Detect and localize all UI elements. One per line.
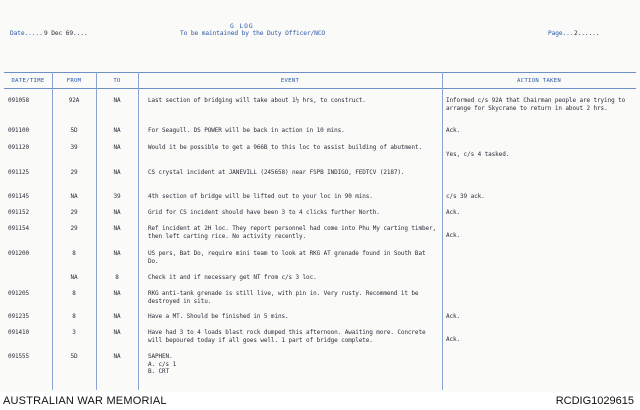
table-top-rule: [4, 72, 636, 73]
column-header-action: ACTION TAKEN: [516, 78, 561, 84]
row-dtg: 091410: [8, 329, 30, 336]
row-action: Ack.: [446, 209, 461, 216]
column-header-to: TO: [113, 78, 121, 84]
row-to: NA: [113, 329, 121, 336]
row-to: NA: [113, 250, 121, 257]
row-to: 8: [115, 274, 119, 281]
row-dtg: 091555: [8, 353, 30, 360]
row-dtg: 091058: [8, 97, 30, 104]
row-event: RKG anti-tank grenade is still live, with pin in. Very rusty. Recommend it be destroyed in situ.: [148, 290, 419, 305]
row-from: 8: [72, 313, 76, 320]
row-to: NA: [113, 353, 121, 360]
row-from: 92A: [68, 97, 80, 104]
row-dtg: 091120: [8, 144, 30, 151]
row-from: 8: [72, 290, 76, 297]
log-title: G LOG: [230, 23, 254, 30]
row-event: Last section of bridging will take about 1½ hrs, to construct.: [148, 97, 366, 104]
row-dtg: 091145: [8, 193, 30, 200]
row-event: Have a MT. Should be finished in 5 mins.: [148, 313, 289, 320]
row-dtg: 091200: [8, 250, 30, 257]
row-dtg: 091152: [8, 209, 30, 216]
row-event: SAPHEN. A. c/s 1 B. CRT: [148, 353, 177, 376]
row-dtg: 091100: [8, 127, 30, 134]
column-divider: [442, 72, 443, 390]
column-header-event: EVENT: [280, 78, 300, 84]
row-dtg: 091205: [8, 290, 30, 297]
row-to: NA: [113, 290, 121, 297]
row-action: Ack.: [446, 127, 461, 134]
date-value: 9 Dec 69....: [44, 30, 88, 37]
row-to: NA: [113, 209, 121, 216]
row-from: 5D: [70, 127, 78, 134]
row-event: US pers, Bat Do, require mini team to look at RKG AT grenade found in South Bat Do.: [148, 250, 426, 265]
row-dtg: 091235: [8, 313, 30, 320]
column-header-from: FROM: [66, 78, 82, 84]
row-to: NA: [113, 144, 121, 151]
header-bottom-rule: [4, 88, 636, 89]
row-to: NA: [113, 97, 121, 104]
row-dtg: 091125: [8, 169, 30, 176]
row-event: For Seagull. DS POWER will be back in action in 10 mins.: [148, 127, 345, 134]
log-subtitle: To be maintained by the Duty Officer/NCO: [180, 30, 326, 37]
row-from: 5D: [70, 353, 78, 360]
page-value: 2......: [574, 30, 600, 37]
row-from: NA: [70, 193, 78, 200]
row-from: 39: [70, 144, 78, 151]
row-from: 3: [72, 329, 76, 336]
row-from: 8: [72, 250, 76, 257]
row-action: Ack.: [446, 232, 461, 239]
row-event: Would it be possible to get a 966B to this loc to assist building of abutment.: [148, 144, 422, 151]
archive-footer: [0, 392, 640, 410]
row-event: Check it and if necessary get NT from c/s 3 loc.: [148, 274, 317, 281]
archive-reference: RCDIG1029615: [555, 395, 634, 407]
row-from: NA: [70, 274, 78, 281]
column-header-dtg: DATE/TIME: [11, 78, 45, 84]
row-action: Ack.: [446, 336, 461, 343]
row-to: NA: [113, 169, 121, 176]
row-event: CS crystal incident at JANEVILL (245658) near FSPB INDIGO, FEDTCV (2187).: [148, 169, 405, 176]
row-to: NA: [113, 127, 121, 134]
row-action: Informed c/s 92A that Chairman people are trying to arrange for Skycrane to return in about 2 hrs.: [446, 97, 626, 112]
row-dtg: 091154: [8, 225, 30, 232]
row-from: 29: [70, 169, 78, 176]
row-event: Ref incident at 2H loc. They report personnel had come into Phu My carting timber, then left carting rice. No activity recently.: [148, 225, 437, 240]
row-action: c/s 39 ack.: [446, 193, 485, 200]
row-event: Have had 3 to 4 loads blast rock dumped this afternoon. Awaiting more. Concrete will bepoured today if all goes well. 1 part of bridge complete.: [148, 329, 426, 344]
row-from: 29: [70, 209, 78, 216]
row-from: 29: [70, 225, 78, 232]
column-divider: [52, 72, 53, 390]
row-event: 4th section of bridge will be lifted out to your loc in 90 mins.: [148, 193, 373, 200]
row-to: NA: [113, 225, 121, 232]
date-label: Date.....: [10, 30, 43, 37]
row-action: Ack.: [446, 313, 461, 320]
page-label: Page....: [548, 30, 578, 37]
row-to: NA: [113, 313, 121, 320]
archive-source: AUSTRALIAN WAR MEMORIAL: [3, 395, 167, 407]
row-action: Yes, c/s 4 tasked.: [446, 151, 510, 158]
column-divider: [96, 72, 97, 390]
column-divider: [138, 72, 139, 390]
row-event: Grid for CS incident should have been 3 to 4 clicks further North.: [148, 209, 380, 216]
row-to: 39: [113, 193, 121, 200]
